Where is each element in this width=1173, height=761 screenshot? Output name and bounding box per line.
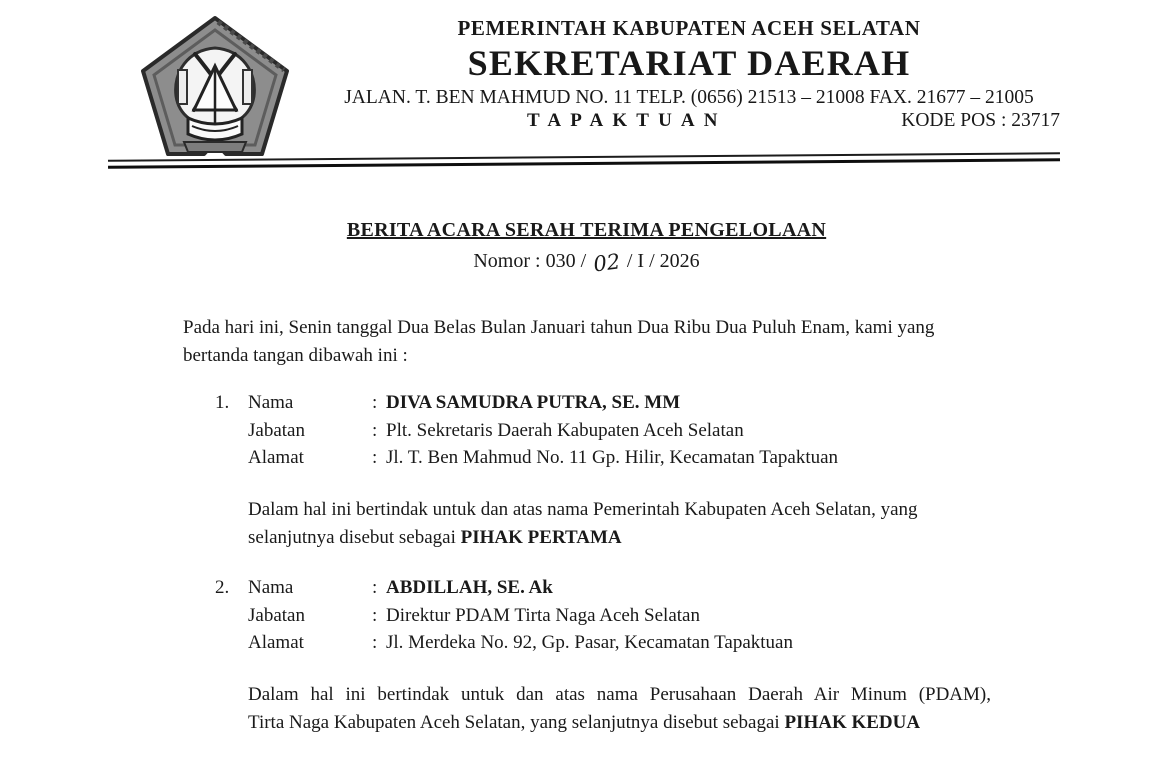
city-postal-line bbox=[315, 110, 1063, 136]
party-1-statement bbox=[248, 496, 991, 552]
party-2-alamat-label: Alamat bbox=[248, 632, 304, 653]
party-2-statement bbox=[248, 681, 991, 737]
opening-line-2: bertanda tangan dibawah ini : bbox=[183, 345, 408, 366]
party-1-statement-line-2 bbox=[248, 524, 991, 552]
party-1-alamat-label: Alamat bbox=[248, 447, 304, 468]
nomor-suffix: / I / 2026 bbox=[626, 250, 700, 272]
party-2-alamat-value: Jl. Merdeka No. 92, Gp. Pasar, Kecamatan Tapaktuan bbox=[386, 632, 793, 653]
party-1-jabatan-value-cell bbox=[372, 417, 995, 445]
party-2-nama-value: ABDILLAH, SE. Ak bbox=[386, 577, 553, 598]
colon: : bbox=[372, 632, 378, 653]
party-1-number: 1. bbox=[215, 392, 230, 413]
party-2-jabatan-value: Direktur PDAM Tirta Naga Aceh Selatan bbox=[386, 604, 700, 626]
colon: : bbox=[372, 604, 378, 626]
party-2-number: 2. bbox=[215, 577, 230, 598]
party-2-nama-row bbox=[215, 574, 995, 602]
nomor-prefix: 030 / bbox=[545, 250, 587, 272]
party-2-statement-prefix: Tirta Naga Kabupaten Aceh Selatan, yang selanjutnya disebut sebagai bbox=[248, 712, 785, 733]
postal-code: KODE POS : 23717 bbox=[901, 110, 1060, 131]
nomor-handwritten-value: 02 bbox=[592, 249, 622, 277]
party-2-jabatan-row bbox=[215, 602, 995, 630]
party-1-nama-label: Nama bbox=[248, 392, 294, 413]
party-1-alamat-value-cell bbox=[372, 444, 995, 472]
spacer bbox=[215, 417, 248, 445]
colon: : bbox=[372, 577, 378, 598]
spacer bbox=[215, 629, 248, 657]
party-2-statement-line-1: Dalam hal ini bertindak untuk dan atas nama Perusahaan Daerah Air Minum (PDAM), bbox=[248, 684, 991, 705]
letterhead bbox=[315, 16, 1063, 136]
colon: : bbox=[372, 419, 378, 441]
party-1-alamat-value: Jl. T. Ben Mahmud No. 11 Gp. Hilir, Kecamatan Tapaktuan bbox=[386, 447, 839, 468]
colon: : bbox=[372, 447, 378, 468]
spacer bbox=[215, 444, 248, 472]
party-2-nama-value-cell bbox=[372, 574, 995, 602]
party-2-jabatan-value-cell bbox=[372, 602, 995, 630]
party-2-nama-label: Nama bbox=[248, 577, 294, 598]
government-name: PEMERINTAH KABUPATEN ACEH SELATAN bbox=[457, 16, 921, 40]
document-title: BERITA ACARA SERAH TERIMA PENGELOLAAN bbox=[346, 219, 827, 241]
colon: : bbox=[372, 392, 378, 413]
party-1-alamat-row bbox=[215, 444, 995, 472]
spacer bbox=[215, 602, 248, 630]
party-1-jabatan-row bbox=[215, 417, 995, 445]
party-1-nama-row bbox=[215, 389, 995, 417]
office-name: SEKRETARIAT DAERAH bbox=[467, 43, 911, 83]
party-1-details bbox=[215, 389, 995, 472]
city-name: TAPAKTUAN bbox=[527, 110, 727, 131]
opening-paragraph bbox=[183, 314, 995, 370]
party-2-details bbox=[215, 574, 995, 657]
address-line: JALAN. T. BEN MAHMUD NO. 11 TELP. (0656) 21513 – 21008 FAX. 21677 – 21005 bbox=[344, 87, 1034, 108]
party-2-jabatan-label: Jabatan bbox=[248, 604, 305, 626]
nomor-label: Nomor : bbox=[473, 250, 541, 272]
party-2-designation: PIHAK KEDUA bbox=[784, 712, 921, 733]
party-2-alamat-value-cell bbox=[372, 629, 995, 657]
document-number-line bbox=[0, 248, 1173, 277]
party-1-nama-value-cell bbox=[372, 389, 995, 417]
party-1-nama-value: DIVA SAMUDRA PUTRA, SE. MM bbox=[386, 392, 681, 413]
regency-emblem-icon bbox=[138, 14, 292, 160]
party-1-statement-line-1: Dalam hal ini bertindak untuk dan atas nama Pemerintah Kabupaten Aceh Selatan, yang bbox=[248, 499, 918, 520]
party-1-jabatan-label: Jabatan bbox=[248, 419, 305, 441]
opening-line-1: Pada hari ini, Senin tanggal Dua Belas Bulan Januari tahun Dua Ribu Dua Puluh Enam, kami yang bbox=[183, 317, 935, 338]
party-2-alamat-row bbox=[215, 629, 995, 657]
party-1-jabatan-value: Plt. Sekretaris Daerah Kabupaten Aceh Selatan bbox=[386, 419, 744, 441]
party-1-designation: PIHAK PERTAMA bbox=[460, 527, 622, 548]
party-2-statement-line-2 bbox=[248, 709, 991, 737]
document-title-block bbox=[0, 219, 1173, 277]
party-1-statement-prefix: selanjutnya disebut sebagai bbox=[248, 527, 461, 548]
